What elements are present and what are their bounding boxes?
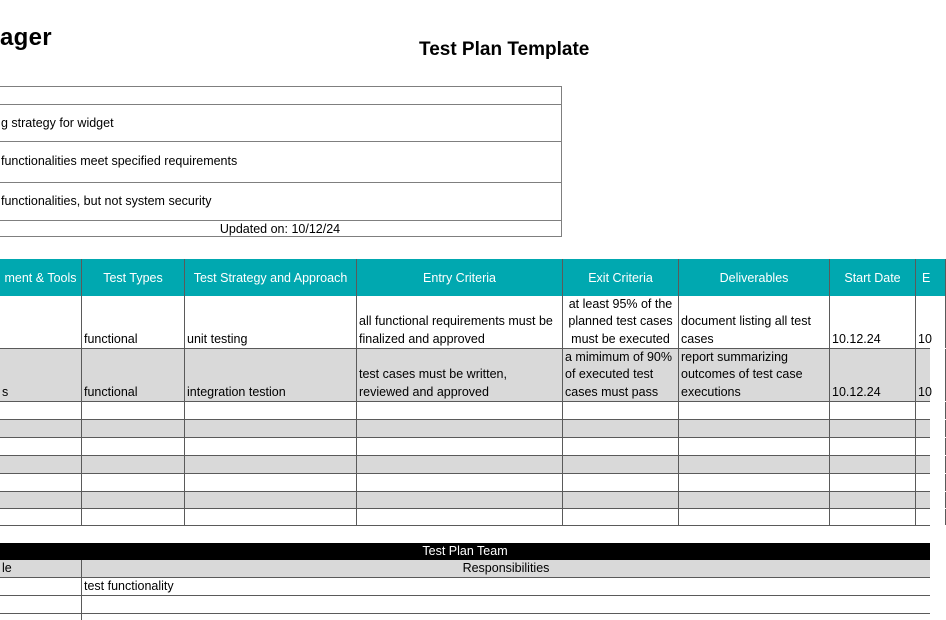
cell-empty[interactable]	[830, 509, 916, 525]
team-table-title: Test Plan Team	[0, 543, 930, 560]
info-divider	[0, 220, 561, 221]
cell-start-date[interactable]: 10.12.24	[830, 296, 916, 348]
cell-empty[interactable]	[563, 509, 679, 525]
cell-empty[interactable]	[916, 492, 946, 508]
cell-empty[interactable]	[357, 474, 563, 491]
cell-empty[interactable]	[185, 438, 357, 455]
cell-deliverables[interactable]: report summarizing outcomes of test case executions	[679, 349, 830, 401]
cell-empty[interactable]	[830, 474, 916, 491]
cell-empty[interactable]	[82, 509, 185, 525]
table-row-empty	[0, 402, 930, 420]
cell-exit-criteria[interactable]: a mimimum of 90% of executed test cases must pass	[563, 349, 679, 401]
team-responsibility-cell[interactable]: test functionality	[84, 579, 174, 593]
table-row-empty	[0, 492, 930, 509]
cell-exit-criteria[interactable]: at least 95% of the planned test cases must be executed	[563, 296, 679, 348]
cell-empty[interactable]	[563, 456, 679, 473]
cell-empty[interactable]	[679, 474, 830, 491]
team-row	[0, 578, 930, 596]
cell-test-type[interactable]: functional	[82, 296, 185, 348]
table-row-empty	[0, 420, 930, 438]
cell-empty[interactable]	[0, 509, 82, 525]
cell-strategy[interactable]: unit testing	[185, 296, 357, 348]
cell-end-date[interactable]: 10	[916, 349, 946, 401]
cell-empty[interactable]	[679, 509, 830, 525]
table-row	[0, 296, 930, 349]
cell-empty[interactable]	[830, 420, 916, 437]
cell-empty[interactable]	[679, 438, 830, 455]
info-objective: g strategy for widget	[1, 116, 114, 130]
info-scope: functionalities, but not system security	[1, 194, 212, 208]
cell-empty[interactable]	[185, 492, 357, 508]
header-test-strategy[interactable]: Test Strategy and Approach	[185, 259, 357, 296]
team-header-role[interactable]: le	[2, 561, 12, 575]
team-column-divider	[81, 596, 82, 613]
cell-environment[interactable]	[0, 296, 82, 348]
page-title: Test Plan Template	[419, 39, 590, 60]
team-header-responsibilities[interactable]: Responsibilities	[462, 561, 550, 575]
cell-empty[interactable]	[0, 438, 82, 455]
header-end-date[interactable]: E	[916, 259, 946, 296]
cell-empty[interactable]	[916, 438, 946, 455]
header-environment-tools[interactable]: ment & Tools	[0, 259, 82, 296]
cell-empty[interactable]	[916, 474, 946, 491]
team-table-header	[0, 560, 930, 578]
cell-empty[interactable]	[82, 438, 185, 455]
header-deliverables[interactable]: Deliverables	[679, 259, 830, 296]
cell-empty[interactable]	[830, 438, 916, 455]
cell-start-date[interactable]: 10.12.24	[830, 349, 916, 401]
header-start-date[interactable]: Start Date	[830, 259, 916, 296]
cell-empty[interactable]	[916, 456, 946, 473]
header-test-types[interactable]: Test Types	[82, 259, 185, 296]
cell-strategy[interactable]: integration testion	[185, 349, 357, 401]
cell-empty[interactable]	[185, 509, 357, 525]
cell-empty[interactable]	[563, 420, 679, 437]
test-plan-table	[0, 259, 930, 526]
info-divider	[0, 182, 561, 183]
cell-empty[interactable]	[185, 402, 357, 419]
cell-empty[interactable]	[0, 456, 82, 473]
cell-empty[interactable]	[563, 492, 679, 508]
info-divider	[0, 141, 561, 142]
cell-environment[interactable]: s	[0, 349, 82, 401]
cell-empty[interactable]	[916, 509, 946, 525]
table-row-empty	[0, 456, 930, 474]
cell-empty[interactable]	[563, 438, 679, 455]
cell-entry-criteria[interactable]: test cases must be written, reviewed and approved	[357, 349, 563, 401]
cell-empty[interactable]	[0, 474, 82, 491]
cell-empty[interactable]	[82, 402, 185, 419]
info-goal: functionalities meet specified requirements	[1, 154, 238, 168]
cell-empty[interactable]	[82, 420, 185, 437]
team-row	[0, 614, 930, 620]
cell-empty[interactable]	[830, 456, 916, 473]
cell-empty[interactable]	[679, 456, 830, 473]
team-column-divider	[81, 614, 82, 620]
cell-deliverables[interactable]: document listing all test cases	[679, 296, 830, 348]
cell-empty[interactable]	[0, 492, 82, 508]
cell-end-date[interactable]: 10	[916, 296, 946, 348]
cell-empty[interactable]	[916, 420, 946, 437]
table-row-empty	[0, 509, 930, 526]
cell-empty[interactable]	[82, 492, 185, 508]
info-divider	[0, 104, 561, 105]
app-brand-fragment: ager	[0, 24, 52, 51]
cell-empty[interactable]	[185, 456, 357, 473]
cell-test-type[interactable]: functional	[82, 349, 185, 401]
header-entry-criteria[interactable]: Entry Criteria	[357, 259, 563, 296]
team-row	[0, 596, 930, 614]
table-row-empty	[0, 438, 930, 456]
team-column-divider	[81, 578, 82, 595]
cell-empty[interactable]	[830, 402, 916, 419]
cell-empty[interactable]	[830, 492, 916, 508]
cell-empty[interactable]	[563, 474, 679, 491]
cell-empty[interactable]	[357, 509, 563, 525]
cell-empty[interactable]	[357, 456, 563, 473]
cell-empty[interactable]	[0, 402, 82, 419]
cell-empty[interactable]	[679, 402, 830, 419]
cell-entry-criteria[interactable]: all functional requirements must be finalized and approved	[357, 296, 563, 348]
header-exit-criteria[interactable]: Exit Criteria	[563, 259, 679, 296]
table-row-empty	[0, 474, 930, 492]
updated-date: Updated on: 10/12/24	[219, 222, 341, 236]
cell-empty[interactable]	[185, 474, 357, 491]
cell-empty[interactable]	[357, 438, 563, 455]
cell-empty[interactable]	[357, 420, 563, 437]
table-row	[0, 349, 930, 402]
cell-empty[interactable]	[82, 456, 185, 473]
cell-empty[interactable]	[563, 402, 679, 419]
cell-empty[interactable]	[357, 402, 563, 419]
cell-empty[interactable]	[916, 402, 946, 419]
cell-empty[interactable]	[185, 420, 357, 437]
test-plan-info-box	[0, 86, 562, 237]
cell-empty[interactable]	[82, 474, 185, 491]
cell-empty[interactable]	[679, 492, 830, 508]
cell-empty[interactable]	[0, 420, 82, 437]
cell-empty[interactable]	[357, 492, 563, 508]
cell-empty[interactable]	[679, 420, 830, 437]
